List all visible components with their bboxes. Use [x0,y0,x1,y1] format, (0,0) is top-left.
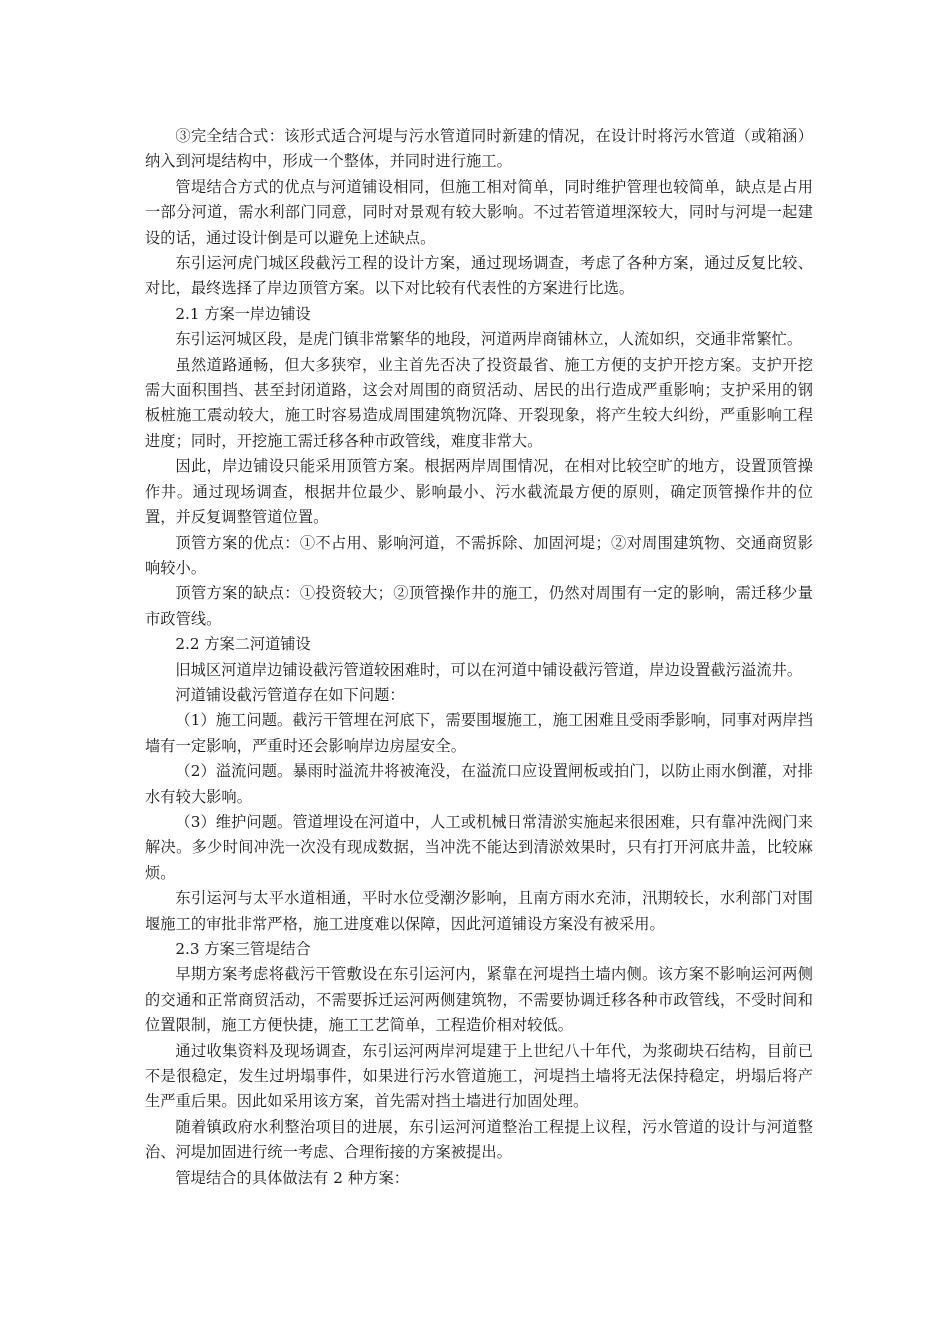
paragraph-dike-survey: 通过收集资料及现场调查，东引运河两岸河堤建于上世纪八十年代，为浆砌块石结构，目前已不是很稳定，发生过坍塌事件，如果进行污水管道施工，河堤挡土墙将无法保持稳定，坍塌后将产生严重后果。因此如采用该方案，首先需对挡土墙进行加固处理。 [145,1041,813,1111]
section-heading-2-3: 2.3 方案三管堤结合 [175,940,311,958]
paragraph-river-problems-intro: 河道铺设截污管道存在如下问题： [175,685,405,704]
section-heading-2-1: 2.1 方案一岸边铺设 [175,304,311,323]
paragraph-city-section: 东引运河城区段，是虎门镇非常繁华的地段，河道两岸商铺林立，人流如织，交通非常繁忙。 [175,330,803,349]
paragraph-river-regulation: 随着镇政府水利整治项目的进展，东引运河河道整治工程提上议程，污水管道的设计与河道整治、河堤加固进行统一考虑、合理衔接的方案被提出。 [145,1117,813,1162]
paragraph-two-schemes: 管堤结合的具体做法有 2 种方案： [175,1168,410,1187]
paragraph-pipe-dike-advantages: 管堤结合方式的优点与河道铺设相同，但施工相对简单，同时维护管理也较简单，缺点是占用一部分河道，需水利部门同意，同时对景观有较大影响。不过若管道埋深较大，同时与河堤一起建设的话，通过设计倒是可以避免上述缺点。 [145,177,813,247]
paragraph-full-integration: ③完全结合式：该形式适合河堤与污水管道同时新建的情况，在设计时将污水管道（或箱涵）纳入到河堤结构中，形成一个整体，并同时进行施工。 [145,127,813,171]
paragraph-jacking-disadvantages: 顶管方案的缺点：①投资较大；②顶管操作井的施工，仍然对周围有一定的影响，需迁移少量市政管线。 [145,584,813,628]
paragraph-narrow-roads: 虽然道路通畅，但大多狭窄，业主首先否决了投资最省、施工方便的支护开挖方案。支护开挖需大面积围挡、甚至封闭道路，这会对周围的商贸活动、居民的出行造成严重影响；支护采用的钢板桩施工震动较大，施工时容易造成周围建筑物沉降、开裂现象，将产生较大纠纷，严重影响工程进度；同时，开挖施工需迁移各种市政管线，难度非常大。 [145,355,813,450]
paragraph-river-laying: 旧城区河道岸边铺设截污管道较困难时，可以在河道中铺设截污管道，岸边设置截污溢流井。 [175,660,803,679]
paragraph-early-scheme: 早期方案考虑将截污干管敷设在东引运河内，紧靠在河堤挡土墙内侧。该方案不影响运河两侧的交通和正常商贸活动，不需要拆迁运河两侧建筑物，不需要协调迁移各种市政管线，不受时间和位置限制，施工方便快捷，施工工艺简单，工程造价相对较低。 [145,965,813,1035]
document-body [145,124,813,1191]
paragraph-construction-problem: （1）施工问题。截污干管埋在河底下，需要围堰施工，施工困难且受雨季影响，同事对两岸挡墙有一定影响，严重时还会影响岸边房屋安全。 [145,711,813,755]
section-heading-2-2: 2.2 方案二河道铺设 [175,635,311,654]
paragraph-maintenance-problem: （3）维护问题。管道埋设在河道中，人工或机械日常清淤实施起来很困难，只有靠冲洗阀门来解决。多少时间冲洗一次没有现成数据，当冲洗不能达到清淤效果时，只有打开河底井盖，比较麻烦。 [145,812,813,882]
paragraph-jacking-advantages: 顶管方案的优点：①不占用、影响河道，不需拆除、加固河堤；②对周围建筑物、交通商贸影响较小。 [145,533,813,577]
paragraph-overflow-problem: （2）溢流问题。暴雨时溢流井将被淹没，在溢流口应设置闸板或拍门，以防止雨水倒灌，对排水有较大影响。 [145,762,813,806]
paragraph-jacking-scheme: 因此，岸边铺设只能采用顶管方案。根据两岸周围情况，在相对比较空旷的地方，设置顶管操作井。通过现场调查，根据井位最少、影响最小、污水截流最方便的原则，确定顶管操作井的位置，并反复调整管道位置。 [145,457,813,527]
paragraph-design-overview: 东引运河虎门城区段截污工程的设计方案，通过现场调查，考虑了各种方案，通过反复比较、对比，最终选择了岸边顶管方案。以下对比较有代表性的方案进行比选。 [145,254,813,298]
paragraph-tidal-influence: 东引运河与太平水道相通，平时水位受潮汐影响，且南方雨水充沛，汛期较长，水利部门对围堰施工的审批非常严格，施工进度难以保障，因此河道铺设方案没有被采用。 [145,889,813,933]
